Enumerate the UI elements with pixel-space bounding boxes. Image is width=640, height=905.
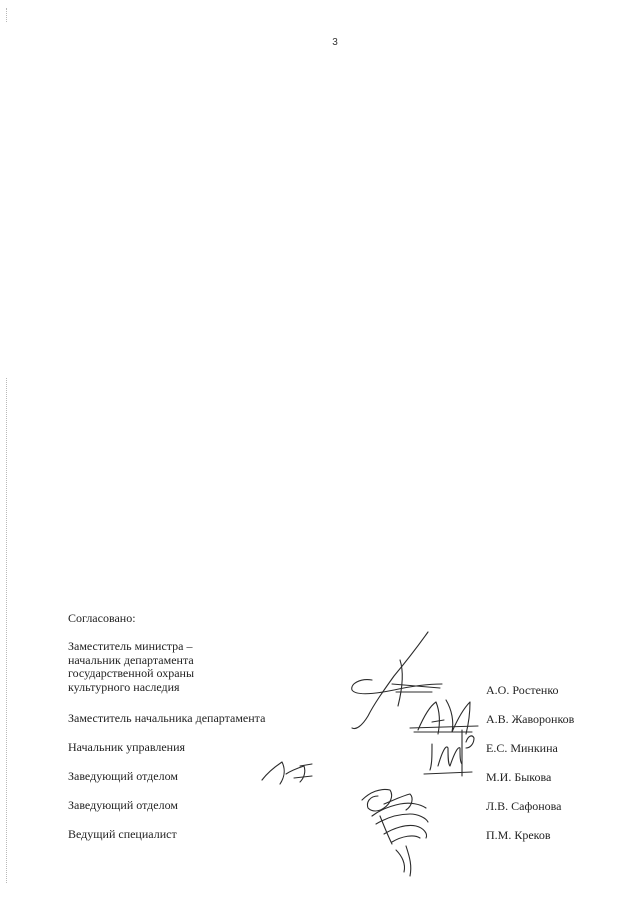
page-number: 3 (332, 37, 338, 48)
signatory-position: Заместитель начальника департамента (68, 711, 266, 725)
signature-bykova (262, 762, 312, 784)
position-line: Заместитель министра – (68, 639, 193, 653)
position-line: государственной охраны (68, 666, 195, 680)
signatory-name: А.В. Жаворонков (486, 712, 575, 726)
signatory-position: Начальник управления (68, 740, 186, 754)
signatory-position: Заведующий отделом (68, 798, 178, 812)
signature-safonova (362, 789, 428, 876)
signatory-name: П.М. Креков (486, 828, 551, 842)
signatory-position: Ведущий специалист (68, 827, 177, 841)
signatory-position: Заведующий отделом (68, 769, 178, 783)
signatory-name: М.И. Быкова (486, 770, 552, 784)
signature-rostenko (352, 632, 442, 729)
signature-minkina (424, 730, 474, 776)
approval-heading: Согласовано: (68, 611, 136, 625)
signatory-name: Е.С. Минкина (486, 741, 558, 755)
signatory-name: Л.В. Сафонова (486, 799, 562, 813)
signatory-name: А.О. Ростенко (486, 683, 559, 697)
position-line: культурного наследия (68, 679, 180, 694)
position-line: начальник департамента (68, 652, 194, 667)
signature-zhavoronkov (410, 700, 478, 734)
